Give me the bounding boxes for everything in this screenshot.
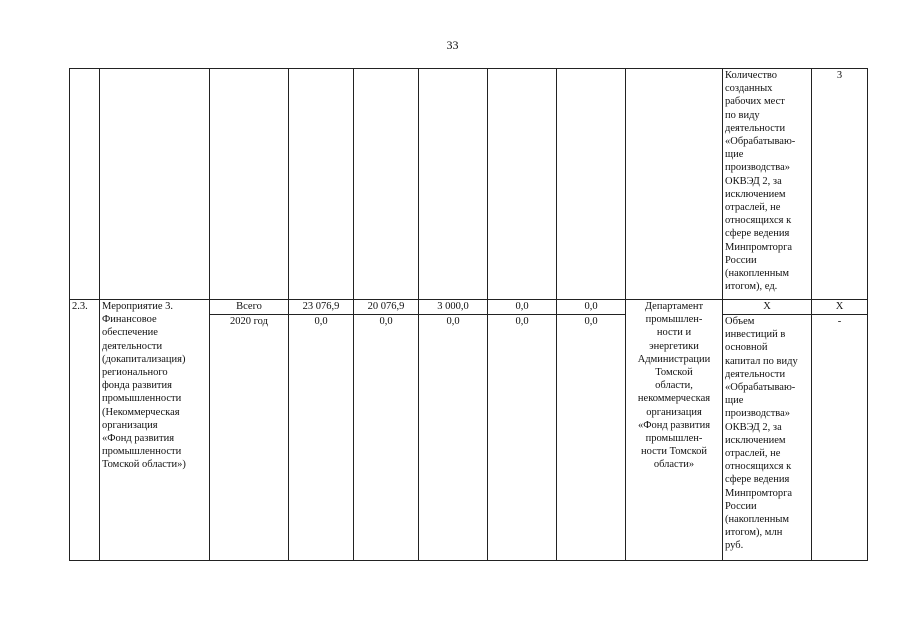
year-value-5: 0,0 [557,315,626,561]
year-value-3: 0,0 [419,315,488,561]
empty-cell [70,69,100,300]
text-line: деятельности [725,368,786,380]
total-value-5: 0,0 [557,300,626,315]
text-line: капитал по виду [725,355,798,367]
text-line: фонда развития [102,380,172,392]
text-line: исключением [725,188,786,200]
text-line: ности Томской [640,446,708,458]
text-line: Минпромторга [725,241,793,253]
period-total: Всего [210,300,289,315]
text-line: (накопленным [725,268,790,280]
total-indicator-value: Х [812,300,868,315]
empty-cell [419,69,488,300]
text-line: деятельности [102,340,163,352]
text-line: Объем [725,316,755,327]
text-line: итогом), ед. [725,281,778,293]
empty-cell [289,69,354,300]
indicator-investment-text [725,315,809,553]
text-line: Финансовое [102,314,157,326]
program-table [69,68,868,561]
period-2020: 2020 год [210,315,289,561]
text-line: (докапитализация) [102,353,186,365]
text-line: Томской области») [102,459,186,471]
total-value-3: 3 000,0 [419,300,488,315]
text-line: руб. [725,540,744,552]
indicator-investment [723,315,812,561]
text-line: созданных [725,83,773,95]
text-line: основной [725,342,768,354]
text-line: деятельности [725,122,786,134]
empty-cell [100,69,210,300]
text-line: «Обрабатываю- [725,382,796,394]
empty-cell [557,69,626,300]
empty-cell [210,69,289,300]
text-line: щие [725,149,744,161]
text-line: ОКВЭД 2, за [725,175,782,187]
text-line: организация [646,406,702,418]
text-line: России [725,500,757,512]
executor-text [628,300,720,472]
row-number: 2.3. [70,300,100,561]
top-continuation-row [70,69,868,300]
text-line: Департамент [644,301,704,312]
indicator-jobs-text [725,69,809,293]
empty-cell [354,69,419,300]
text-line: организация [102,419,158,431]
text-line: (накопленным [725,514,790,526]
text-line: «Фонд развития [637,419,711,431]
text-line: Администрации [637,353,711,365]
text-line: сфере ведения [725,474,790,486]
text-line: промышленности [102,393,182,405]
text-line: промышленности [102,446,182,458]
text-line: итогом), млн [725,527,783,539]
total-value-2: 20 076,9 [354,300,419,315]
text-line: промышлен- [645,433,703,445]
indicator-jobs-value: 3 [812,69,868,300]
text-line: области» [653,459,695,471]
page-number: 33 [446,38,459,52]
text-line: ОКВЭД 2, за [725,421,782,433]
text-line: сфере ведения [725,228,790,240]
text-line: Томской [655,367,693,379]
text-line: отраслей, не [725,202,781,214]
executor [626,300,723,561]
text-line: энергетики [649,340,699,352]
text-line: рабочих мест [725,96,785,108]
indicator-investment-value: - [812,315,868,561]
year-value-1: 0,0 [289,315,354,561]
year-value-4: 0,0 [488,315,557,561]
row-2-3-total [70,300,868,315]
total-value-4: 0,0 [488,300,557,315]
text-line: Мероприятие 3. [102,301,174,312]
text-line: производства» [725,408,791,420]
text-line: Минпромторга [725,487,793,499]
text-line: «Фонд развития [102,433,175,445]
text-line: щие [725,395,744,407]
text-line: обеспечение [102,327,158,339]
text-line: области, [655,380,693,392]
activity-name-text [102,300,207,472]
empty-cell [626,69,723,300]
text-line: (Некоммерческая [102,406,180,418]
year-value-2: 0,0 [354,315,419,561]
text-line: инвестиций в [725,329,786,341]
text-line: России [725,254,757,266]
text-line: относящихся к [725,461,792,473]
text-line: Количество [725,70,778,81]
text-line: по виду [725,109,760,121]
text-line: производства» [725,162,791,174]
total-value-1: 23 076,9 [289,300,354,315]
text-line: отраслей, не [725,448,781,460]
total-indicator: Х [723,300,812,315]
text-line: промышлен- [645,314,703,326]
text-line: регионального [102,367,168,379]
text-line: некоммерческая [637,393,711,405]
empty-cell [488,69,557,300]
text-line: ности и [656,327,692,339]
text-line: «Обрабатываю- [725,136,796,148]
text-line: исключением [725,434,786,446]
text-line: относящихся к [725,215,792,227]
indicator-jobs [723,69,812,300]
activity-name [100,300,210,561]
